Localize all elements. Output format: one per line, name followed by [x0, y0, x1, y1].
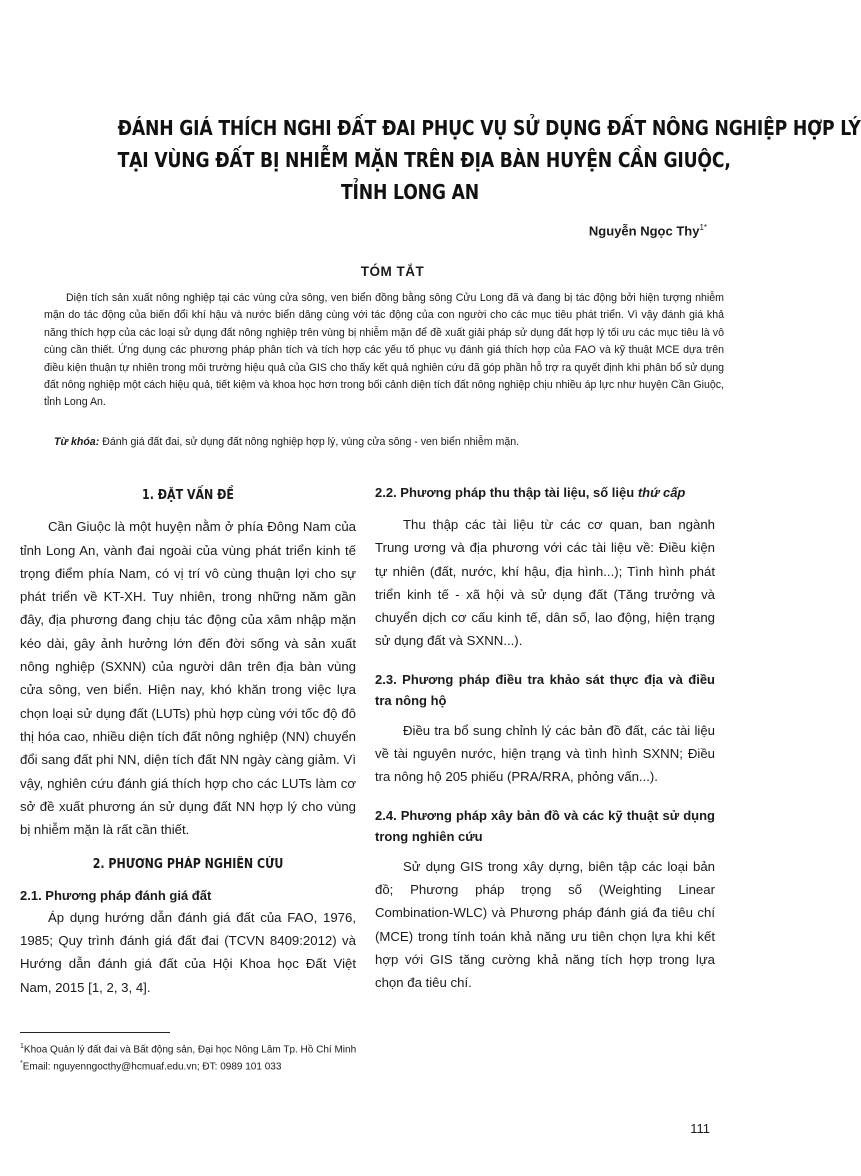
section-2-2-heading-tail: thứ cấp [637, 485, 686, 500]
left-column [20, 484, 356, 1011]
author [589, 223, 707, 238]
footnote-1 [20, 1040, 360, 1057]
section-2-4-text: Sử dụng GIS trong xây dựng, biên tập các loại bản đồ; Phương pháp trọng số (Weighting Linear Combination-WLC) và Phương pháp đánh giá đa tiêu chí (MCE) trong tính toán khả năng ưu tiên chọn lựa khi kết hợp với GIS tăng cường khả năng tích hợp trong lựa chọn đa tiêu chí. [375, 858, 715, 991]
right-column [375, 482, 715, 1006]
title-line-1: ĐÁNH GIÁ THÍCH NGHI ĐẤT ĐAI PHỤC VỤ SỬ DỤNG ĐẤT NÔNG NGHIỆP HỢP LÝ [117, 116, 861, 140]
footnote-2 [20, 1057, 360, 1074]
abstract-text: Diện tích sản xuất nông nghiệp tại các vùng cửa sông, ven biển đồng bằng sông Cửu Long đã và đang bị tác động bởi hiện tượng nhiễm mặn do tác động của biến đổi khí hậu và nước biển dâng cùng với tác động của con người cho các mục tiêu phát triển. Vì vậy đánh giá khả năng thích hợp của các loại sử dụng đất nông nghiệp trên vùng bị nhiễm mặn để đề xuất giải pháp sử dụng đất hợp lý tối ưu các mục tiêu là vô cùng cần thiết. Ứng dụng các phương pháp phân tích và tích hợp các yếu tố phục vụ đánh giá thích hợp của FAO và kỹ thuật MCE dựa trên điều kiện thuận tự nhiên trong môi trường hiệu quả của GIS cho thấy kết quả nghiên cứu đã góp phần hỗ trợ ra quyết định khi phân bổ sử dụng đất nông nghiệp một cách hiệu quả, tiết kiệm và khoa học hơn trong bối cảnh diện tích đất nông nghiệp chịu nhiều áp lực như huyện Cần Giuộc, tỉnh Long An. [44, 292, 724, 409]
footnotes [20, 1040, 360, 1075]
section-2-2-heading-main: 2.2. Phương pháp thu thập tài liệu, số liệu [375, 485, 635, 500]
section-2-2-heading [375, 482, 715, 503]
footnote-2-text: Email: nguyenngocthy@hcmuaf.edu.vn; ĐT: 0989 101 033 [22, 1061, 282, 1073]
footnote-1-text: Khoa Quản lý đất đai và Bất động sản, Đại học Nông Lâm Tp. Hồ Chí Minh [23, 1044, 357, 1056]
footnote-1-mark: 1 [20, 1043, 24, 1050]
keywords [44, 434, 734, 451]
author-marks: 1* [699, 223, 707, 232]
section-1-heading: 1. ĐẶT VẤN ĐỀ [142, 488, 234, 503]
section-2-2-text: Thu thập các tài liệu từ các cơ quan, ban ngành Trung ương và địa phương với các tài liệu về: Điều kiện tự nhiên (đất, nước, khí hậu, địa hình...); Tình hình phát triển kinh tế - xã hội và sử dụng đất (Tăng trưởng và chuyển dịch cơ cấu kinh tế, dân số, lao động, hiện trạng sử dụng đất và SXNN...). [375, 517, 715, 649]
section-2-3-text: Điều tra bổ sung chỉnh lý các bản đồ đất, các tài liệu về tài nguyên nước, hiện trạng và tình hình SXNN; Điều tra nông hộ 205 phiếu (PRA/RRA, phỏng vấn...). [375, 722, 715, 785]
section-1-text: Cần Giuộc là một huyện nằm ở phía Đông Nam của tỉnh Long An, vành đai ngoài của vùng phát triển kinh tế trọng điểm phía Nam, có vị trí vô cùng thuận lợi cho sự phát triển về KT-XH. Tuy nhiên, trong những năm gần đây, địa phương đang chịu tác động của xâm nhập mặn kéo dài, gây ảnh hưởng lớn đến đời sống và sản xuất nông nghiệp (SXNN) của người dân trên địa bàn vùng cửa sông, ven biển. Hiện nay, khó khăn trong việc lựa chọn loại sử dụng đất (LUTs) phù hợp cùng với tốc độ đô thị hóa cao, nhiều diện tích đất nông nghiệp (NN) chuyển đổi sang đất phi NN, diện tích đất NN ngày càng giảm. Vì vậy, nghiên cứu đánh giá thích hợp cho các LUTs làm cơ sở đề xuất phương án sử dụng đất NN hợp lý cho vùng bị nhiễm mặn là rất cần thiết. [20, 519, 356, 838]
paper-title [117, 112, 861, 208]
author-name: Nguyễn Ngọc Thy [588, 223, 700, 239]
keywords-label: Từ khóa: [54, 436, 100, 448]
footnote-divider [20, 1032, 170, 1033]
title-line-2: TẠI VÙNG ĐẤT BỊ NHIỄM MẶN TRÊN ĐỊA BÀN HUYỆN CẦN GIUỘC, [117, 148, 731, 172]
page-number: 111 [690, 1121, 710, 1136]
section-2-4-heading: 2.4. Phương pháp xây bản đồ và các kỹ thuật sử dụng trong nghiên cứu [375, 807, 715, 844]
footnote-2-mark: * [20, 1060, 23, 1068]
section-2-3-heading: 2.3. Phương pháp điều tra khảo sát thực địa và điều tra nông hộ [375, 671, 715, 708]
section-2-1-heading: 2.1. Phương pháp đánh giá đất [20, 887, 212, 903]
title-line-3: TỈNH LONG AN [340, 180, 480, 204]
section-2-heading: 2. PHƯƠNG PHÁP NGHIÊN CỨU [92, 857, 284, 873]
keywords-text: Đánh giá đất đai, sử dụng đất nông nghiệp hợp lý, vùng cửa sông - ven biển nhiễm mặn. [102, 436, 520, 448]
section-2-1-text: Áp dụng hướng dẫn đánh giá đất của FAO, 1976, 1985; Quy trình đánh giá đất đai (TCVN 8409:2012) và Hướng dẫn đánh giá đất của Hội Khoa học Đất Việt Nam, 2015 [1, 2, 3, 4]. [20, 909, 356, 995]
abstract-heading: TÓM TẮT [360, 264, 425, 279]
